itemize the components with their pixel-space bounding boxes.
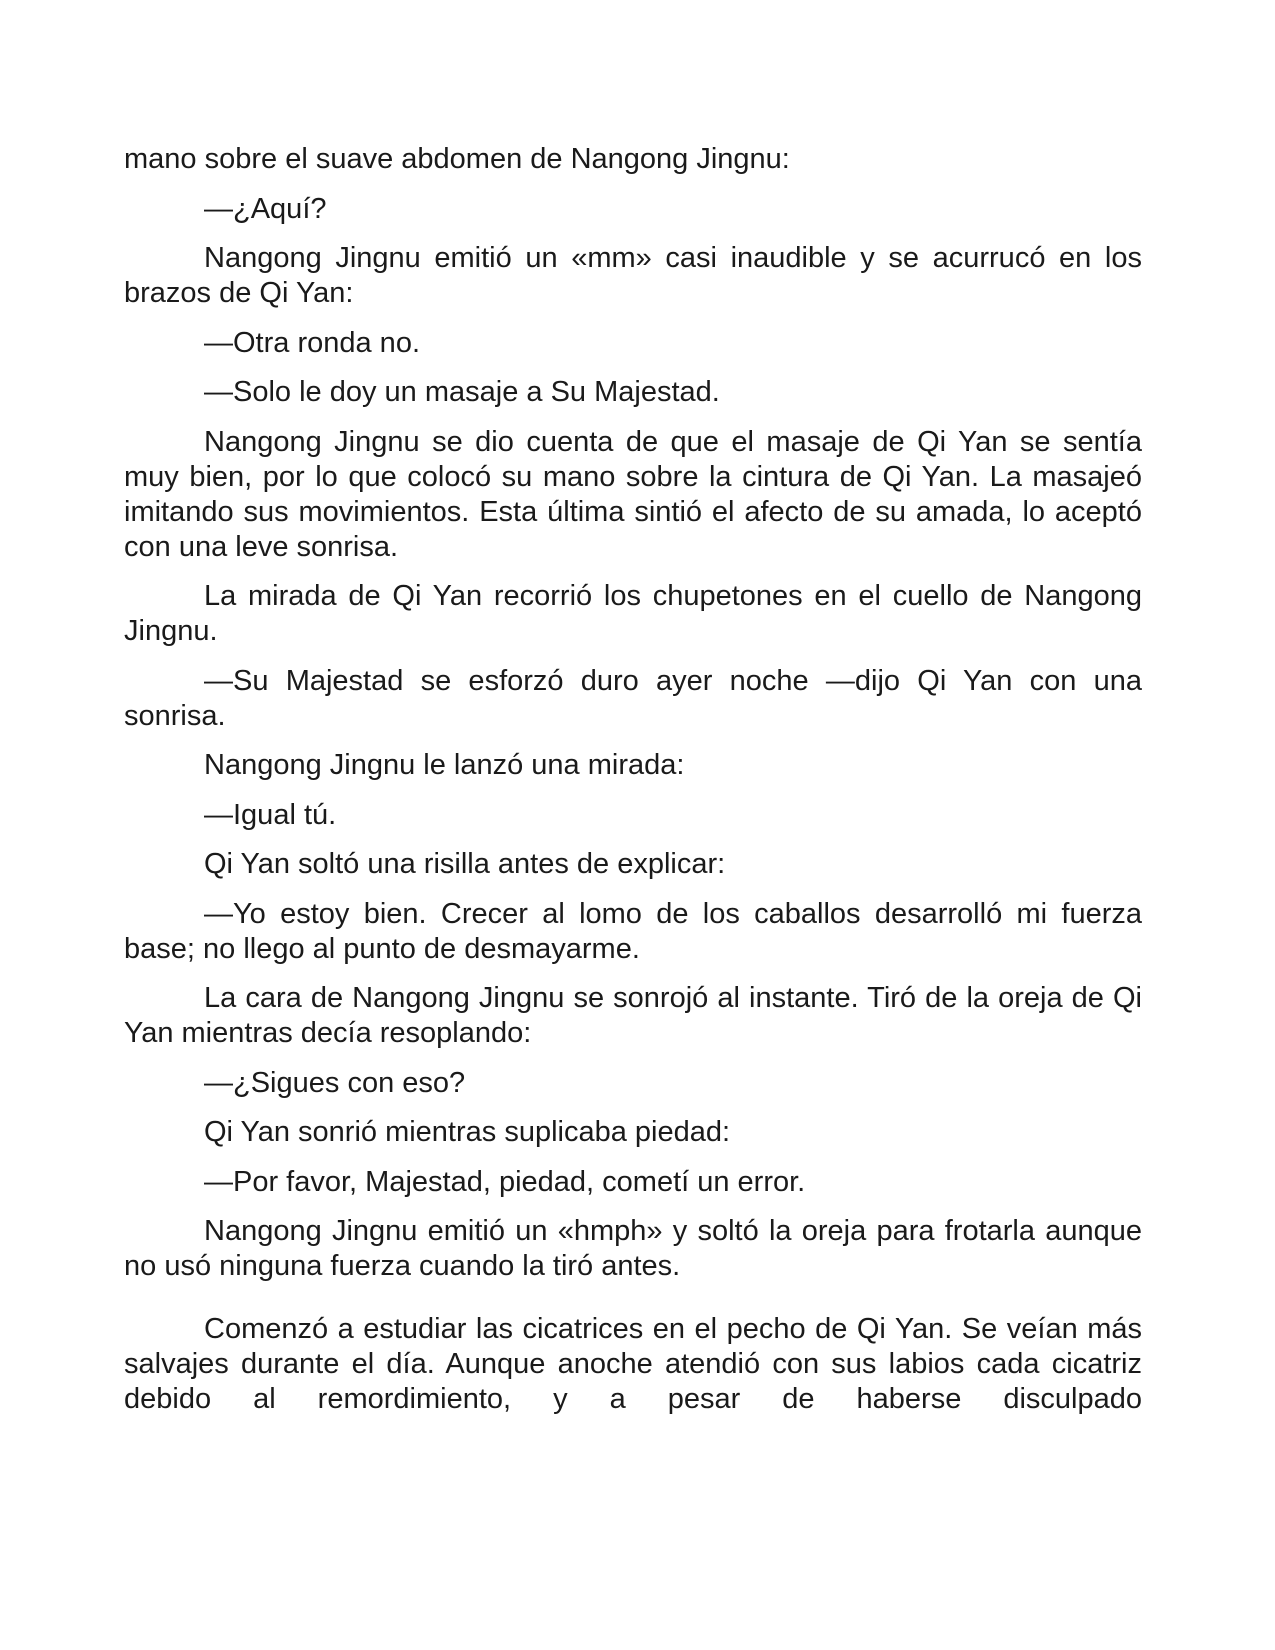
page-body bbox=[124, 142, 1142, 1432]
paragraph-4: —Otra ronda no. bbox=[204, 326, 420, 359]
paragraph-5: —Solo le doy un masaje a Su Majestad. bbox=[204, 376, 720, 408]
paragraph-13: La cara de Nangong Jingnu se sonrojó al instante. Tiró de la oreja de Qi Yan mientras decía resoplando: bbox=[124, 982, 1142, 1049]
paragraph-9: Nangong Jingnu le lanzó una mirada: bbox=[204, 749, 685, 781]
paragraph-14: —¿Sigues con eso? bbox=[204, 1066, 466, 1099]
paragraph-3: Nangong Jingnu emitió un «mm» casi inaudible y se acurrucó en los brazos de Qi Yan: bbox=[124, 242, 1142, 309]
paragraph-7: La mirada de Qi Yan recorrió los chupetones en el cuello de Nangong Jingnu. bbox=[124, 580, 1142, 647]
paragraph-6: Nangong Jingnu se dio cuenta de que el masaje de Qi Yan se sentía muy bien, por lo que colocó su mano sobre la cintura de Qi Yan. La masajeó imitando sus movimientos. Esta última sintió el afecto de su amada, lo aceptó con una leve sonrisa. bbox=[124, 425, 1142, 563]
paragraph-12: —Yo estoy bien. Crecer al lomo de los caballos desarrolló mi fuerza base; no llego al punto de desmayarme. bbox=[124, 897, 1142, 965]
paragraph-17: Nangong Jingnu emitió un «hmph» y soltó la oreja para frotarla aunque no usó ninguna fuerza cuando la tiró antes. bbox=[124, 1215, 1142, 1282]
paragraph-8: —Su Majestad se esforzó duro ayer noche —dijo Qi Yan con una sonrisa. bbox=[124, 664, 1142, 732]
paragraph-11: Qi Yan soltó una risilla antes de explicar: bbox=[204, 848, 726, 880]
paragraph-2: —¿Aquí? bbox=[204, 192, 327, 225]
paragraph-16: —Por favor, Majestad, piedad, cometí un error. bbox=[204, 1165, 806, 1198]
paragraph-10: —Igual tú. bbox=[204, 798, 337, 831]
paragraph-15: Qi Yan sonrió mientras suplicaba piedad: bbox=[204, 1116, 731, 1148]
paragraph-1: mano sobre el suave abdomen de Nangong Jingnu: bbox=[124, 143, 790, 175]
paragraph-18: Comenzó a estudiar las cicatrices en el pecho de Qi Yan. Se veían más salvajes durante el día. Aunque anoche atendió con sus labios cada cicatriz debido al remordimiento, y a pesar de haberse disculpado bbox=[124, 1313, 1142, 1415]
